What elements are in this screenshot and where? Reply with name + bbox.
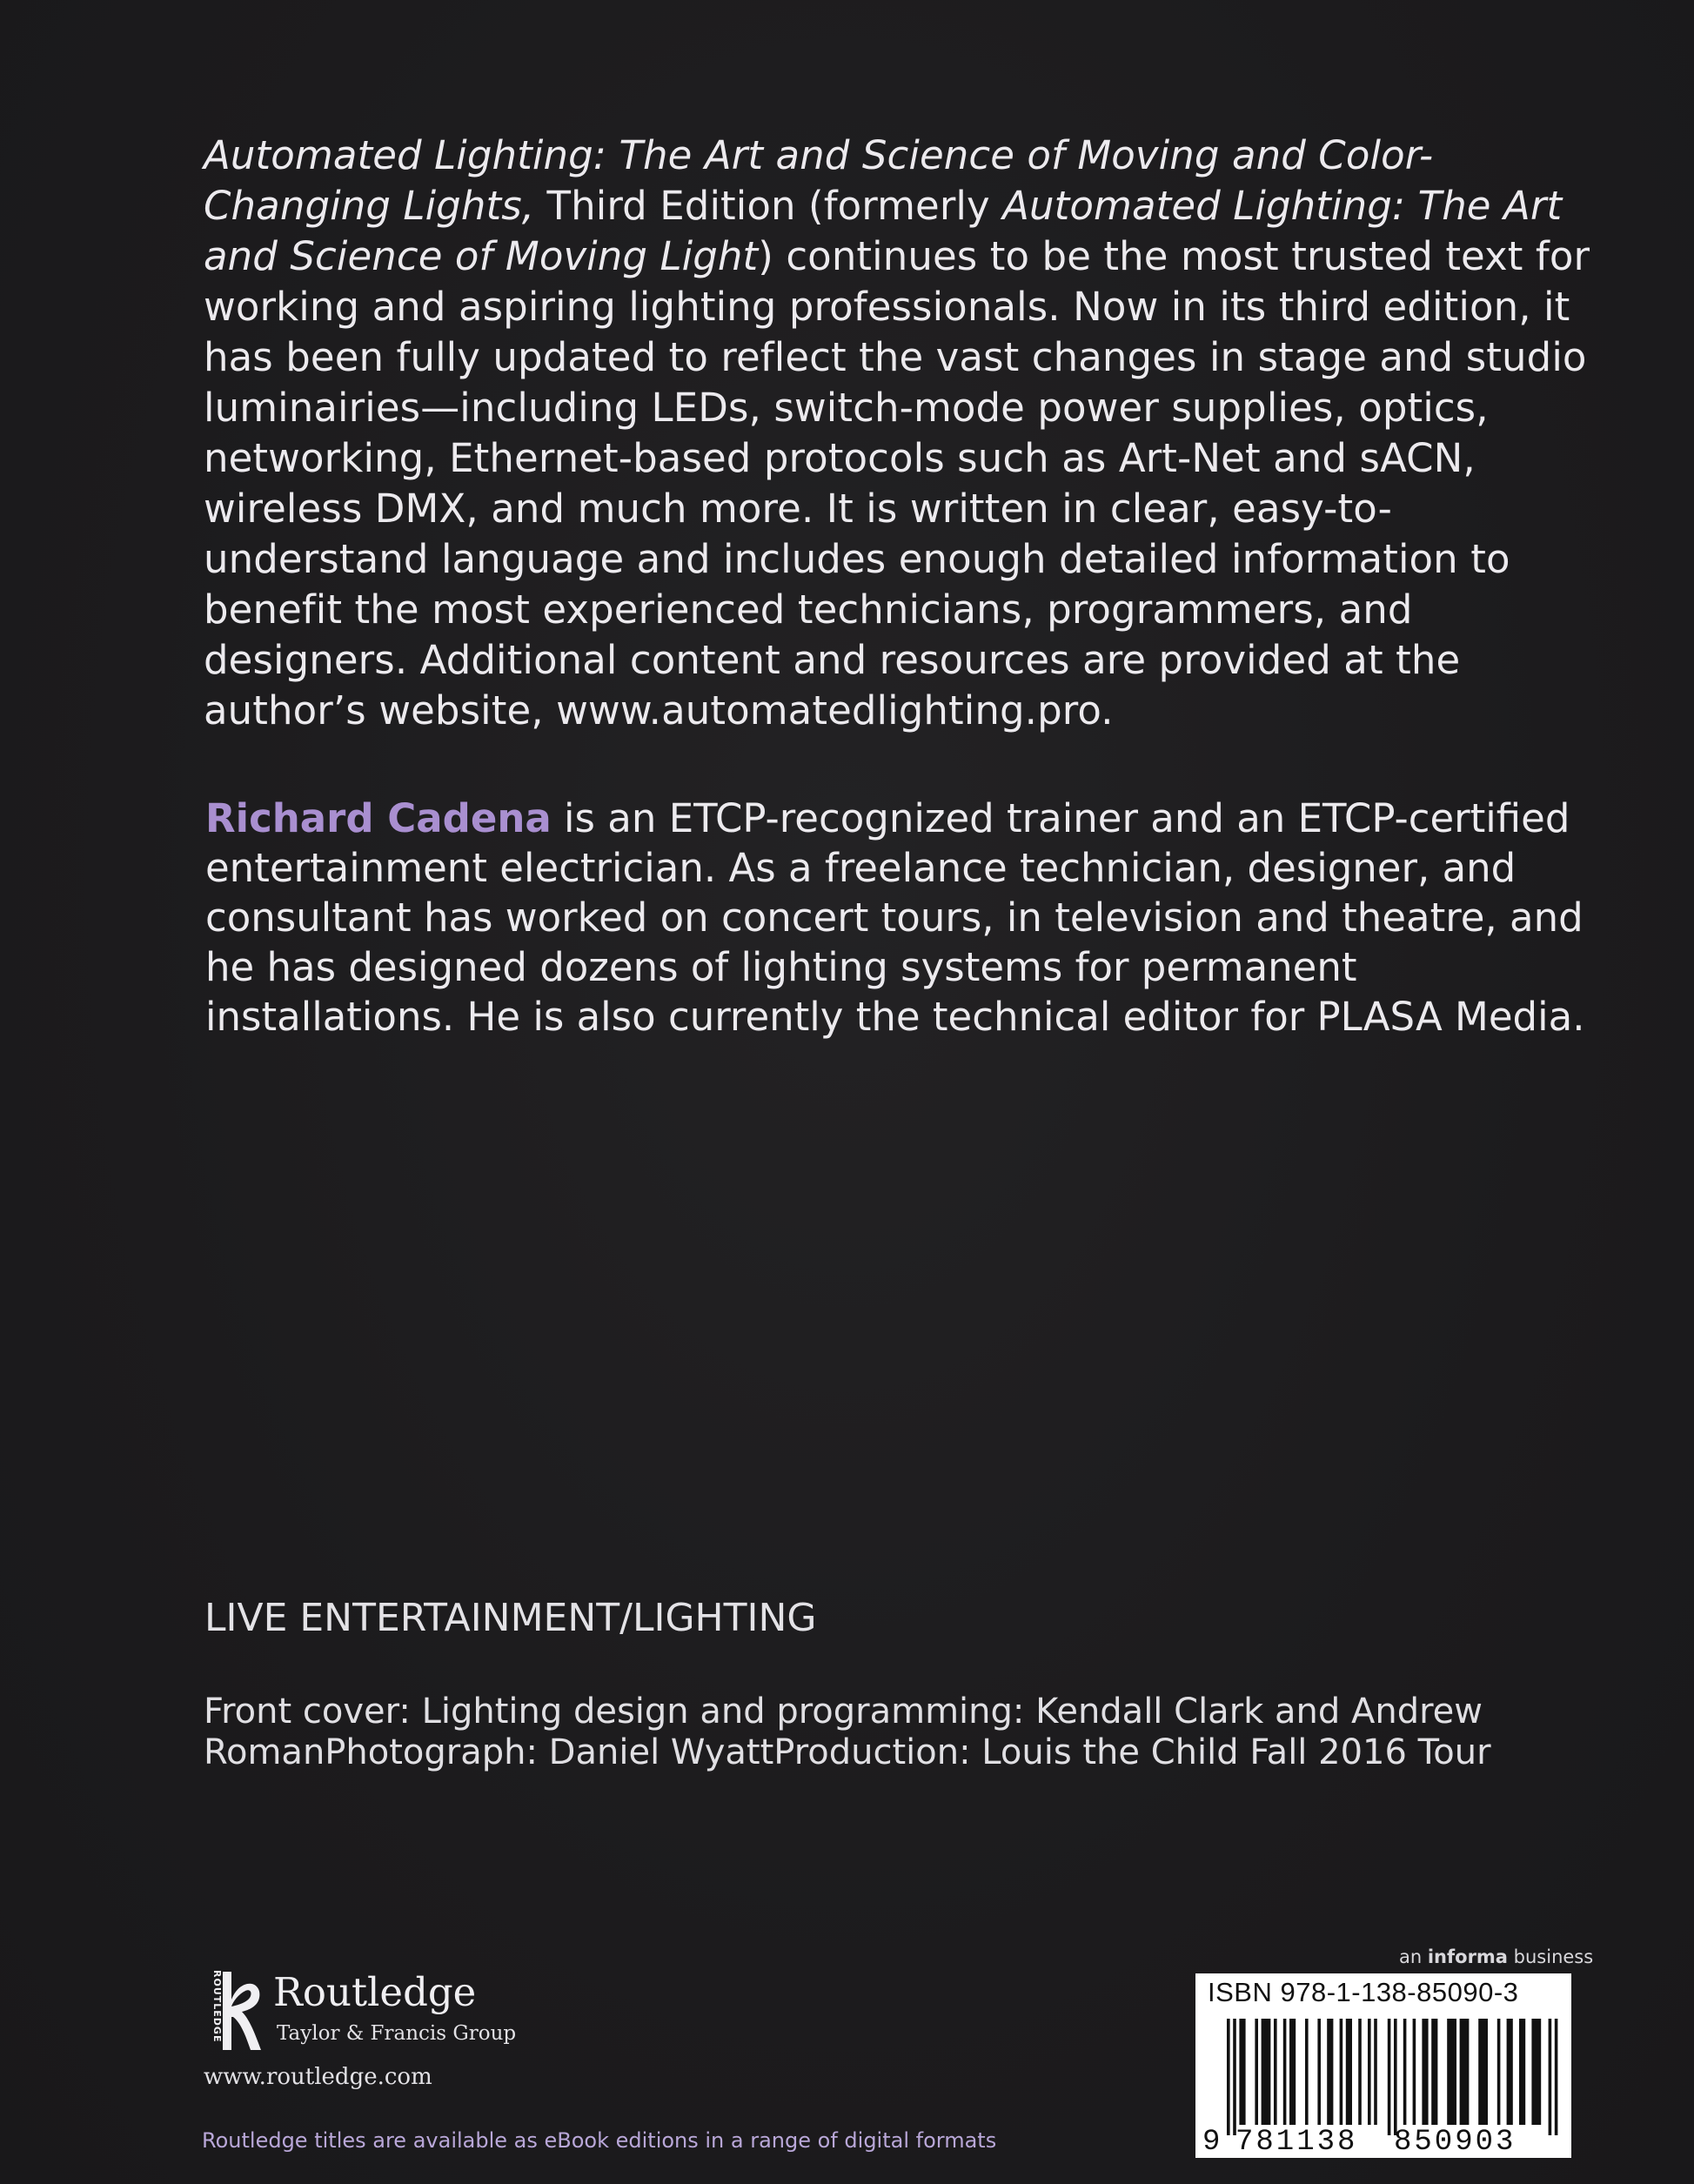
barcode-bar xyxy=(1531,2019,1541,2125)
barcode-bar xyxy=(1368,2019,1371,2125)
barcode-first-digit: 9 xyxy=(1202,2126,1221,2158)
barcode-bar xyxy=(1340,2019,1343,2125)
book-title: Automated Lighting: The Art and Science of Moving and Color-Changing Lights, xyxy=(204,132,1434,229)
barcode-bar xyxy=(1431,2019,1437,2125)
routledge-logo xyxy=(202,1968,264,2055)
barcode-bar xyxy=(1447,2019,1456,2125)
barcode-left-digits: 781138 xyxy=(1235,2126,1358,2158)
edition-text: Third Edition (formerly xyxy=(534,183,1003,229)
barcode-bar xyxy=(1460,2019,1470,2125)
barcode-guard-bar xyxy=(1388,2019,1391,2135)
barcode-bar xyxy=(1478,2019,1488,2125)
barcode-guard-bar xyxy=(1394,2019,1397,2135)
description-paragraph xyxy=(204,131,1596,736)
barcode-bar xyxy=(1374,2019,1377,2125)
barcode-guard-bar xyxy=(1555,2019,1558,2135)
informa-suffix: business xyxy=(1507,1946,1594,1967)
informa-prefix: an xyxy=(1399,1946,1428,1967)
credits-text: Front cover: Lighting design and programming: Kendall Clark and Andrew RomanPhotograph: Daniel WyattProduction: Louis the Child Fall 2016 Tour xyxy=(204,1692,1491,1772)
ebook-note: Routledge titles are available as eBook editions in a range of digital formats xyxy=(202,2128,997,2153)
bio-paragraph xyxy=(205,794,1597,1042)
former-book-title: Automated Lighting: The Art and Science of Moving Light xyxy=(204,183,1563,279)
barcode-right-digits: 850903 xyxy=(1394,2126,1517,2158)
publisher-name: Routledge xyxy=(273,1969,477,2015)
isbn-label: ISBN 978-1-138-85090-3 xyxy=(1208,1977,1519,2007)
description-body: ) continues to be the most trusted text for working and aspiring lighting professionals. Now in its third edition, it has been fully updated to reflect the vast changes in stage and studio luminairies—including LEDs, switch-mode power supplies, optics, networking, Ethernet-based protocols such as Art-Net and sACN, wireless DMX, and much more. It is written in clear, easy-to-understand language and includes enough detailed information to benefit the most experienced technicians, programmers, and designers. Additional content and resources are provided at the author’s website, www.automatedlighting.pro. xyxy=(204,233,1590,734)
barcode-bar xyxy=(1289,2019,1296,2125)
barcode-bar xyxy=(1403,2019,1407,2125)
isbn-barcode-box xyxy=(1195,1973,1571,2158)
barcode-guard-bar xyxy=(1233,2019,1236,2135)
barcode xyxy=(1195,2013,1571,2158)
subject-category: LIVE ENTERTAINMENT/LIGHTING xyxy=(204,1596,817,1640)
barcode-bar xyxy=(1239,2019,1245,2125)
barcode-bar xyxy=(1274,2019,1277,2125)
barcode-bar xyxy=(1507,2019,1513,2125)
barcode-guard-bar xyxy=(1227,2019,1230,2135)
barcode-bar xyxy=(1346,2019,1352,2125)
barcode-bars xyxy=(1227,2019,1557,2135)
barcode-bar xyxy=(1422,2019,1428,2125)
barcode-bar xyxy=(1262,2019,1271,2125)
publisher-group: Taylor & Francis Group xyxy=(277,2022,517,2045)
publisher-url: www.routledge.com xyxy=(204,2064,432,2090)
author-bio xyxy=(205,794,1597,1042)
barcode-bar xyxy=(1283,2019,1287,2125)
barcode-bar xyxy=(1519,2019,1525,2125)
cover-credits xyxy=(204,1692,1561,1773)
barcode-bar xyxy=(1358,2019,1362,2125)
barcode-bar xyxy=(1413,2019,1416,2125)
routledge-logo-vertical-text: ROUTLEDGE xyxy=(211,1970,223,2043)
barcode-bar xyxy=(1327,2019,1333,2125)
barcode-bar xyxy=(1255,2019,1258,2125)
bio-text: is an ETCP-recognized trainer and an ETCP-certified entertainment electrician. As a freelance technician, designer, and consultant has worked on concert tours, in television and theatre, and he has designed dozens of lighting systems for permanent installations. He is also currently the technical editor for PLASA Media. xyxy=(205,795,1585,1040)
author-name: Richard Cadena xyxy=(205,795,552,841)
informa-brand: informa xyxy=(1427,1946,1508,1967)
barcode-bar xyxy=(1305,2019,1309,2125)
barcode-bar xyxy=(1497,2019,1501,2125)
routledge-r-mark-icon xyxy=(223,1972,261,2050)
book-description xyxy=(204,131,1596,736)
informa-tagline xyxy=(1399,1946,1593,1967)
barcode-bar xyxy=(1317,2019,1321,2125)
barcode-guard-bar xyxy=(1549,2019,1552,2135)
